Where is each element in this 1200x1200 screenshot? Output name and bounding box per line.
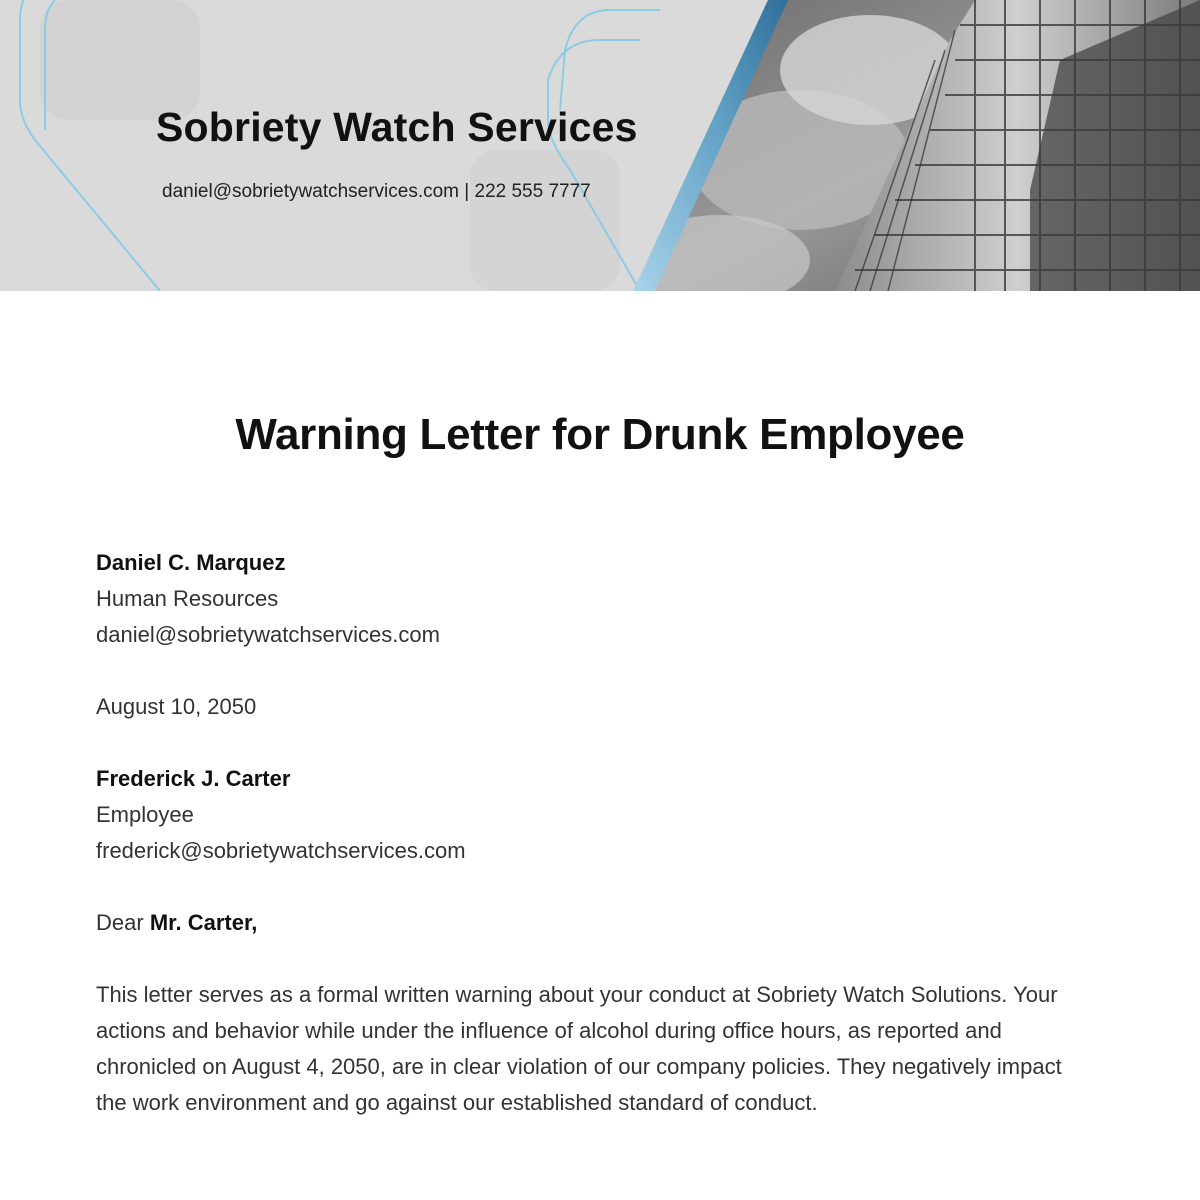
salutation-greeting: Dear [96, 910, 144, 935]
letter-body [96, 977, 1106, 1121]
sender-name: Daniel C. Marquez [96, 550, 286, 575]
recipient-name: Frederick J. Carter [96, 766, 291, 791]
company-contact-line: daniel@sobrietywatchservices.com | 222 555 7777 [162, 181, 591, 202]
letter-date: August 10, 2050 [96, 694, 257, 719]
document-title: Warning Letter for Drunk Employee [235, 410, 965, 459]
company-name: Sobriety Watch Services [156, 104, 638, 150]
body-paragraph: This letter serves as a formal written warning about your conduct at Sobriety Watch Solutions. Your actions and behavior while under the influence of alcohol during office hours, as reported and chronicled on August 4, 2050, are in clear violation of our company policies. They negatively impact the work environment and go against our established standard of conduct. [96, 982, 1062, 1115]
recipient-block [96, 761, 1106, 869]
letter-date-block [96, 689, 1106, 725]
header-banner [0, 0, 1200, 291]
sender-block [96, 545, 1106, 653]
sender-department: Human Resources [96, 586, 279, 611]
recipient-role: Employee [96, 802, 194, 827]
sender-email: daniel@sobrietywatchservices.com [96, 622, 440, 647]
salutation [96, 905, 1106, 941]
recipient-email: frederick@sobrietywatchservices.com [96, 838, 466, 863]
salutation-name: Mr. Carter, [149, 910, 258, 935]
